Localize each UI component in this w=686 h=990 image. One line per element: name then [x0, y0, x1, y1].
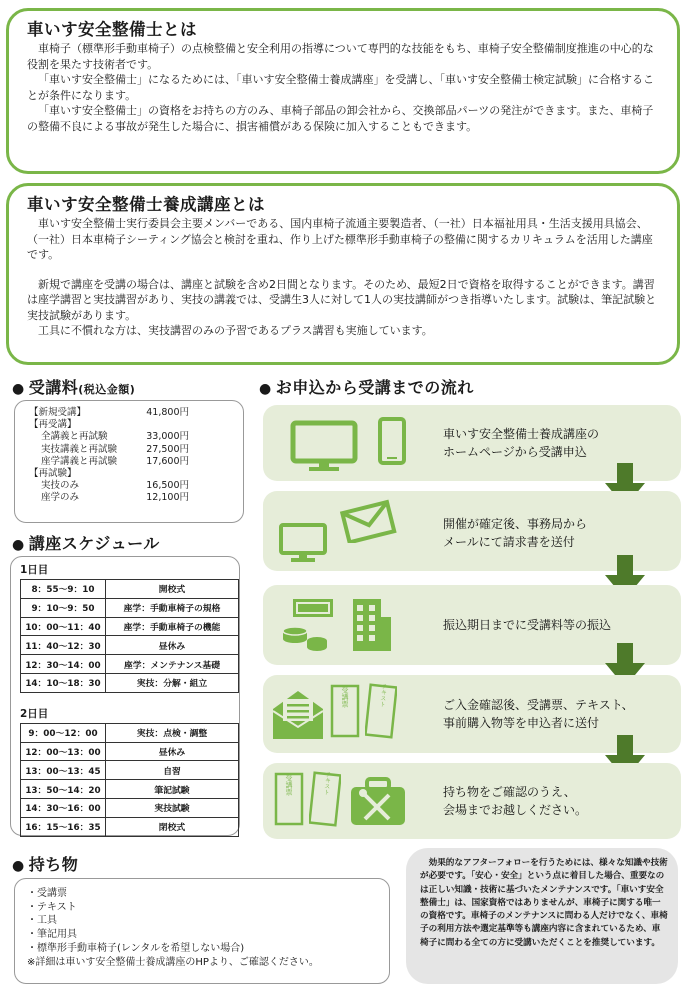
table-row: 9：00～12：00 実技：点検・調整: [21, 723, 239, 742]
day-label: 1日目: [20, 564, 49, 576]
intro-paragraph: 「車いす安全整備士」の資格をお持ちの方のみ、車椅子部品の卸会社から、交換部品パーツの発注ができます。また、車椅子の整備不良による事故が発生した場合に、損害補償がある保険に加入することもできます。: [27, 104, 654, 133]
fee-row: 座学のみ 12,100円: [41, 492, 189, 504]
bring-box: [14, 878, 390, 984]
table-row: 12：30～14：00 座学：メンテナンス基礎: [21, 655, 239, 674]
schedule-table-day1: [20, 579, 239, 693]
course-paragraph: 新規で講座を受講の場合は、講座と試験を含め2日間となります。そのため、最短2日で資格を取得することができます。講習は座学講習と実技講習があり、実技の講義では、受講生3人に対して1人の実技講師がつき指導いたします。試験は、筆記試験と実技試験があります。: [27, 277, 657, 322]
step-text: 車いす安全整備士養成講座の ホームページから受講申込: [443, 427, 600, 459]
list-item: ・標準形手動車椅子(レンタルを希望しない場合): [27, 942, 245, 954]
list-item: ・受講票: [27, 888, 67, 899]
table-row: 13：50～14：20 筆記試験: [21, 780, 239, 799]
step-text: ご入金確認後、受講票、テキスト、 事前購入物等を申込者に送付: [443, 698, 634, 730]
table-row: 12：00～13：00 昼休み: [21, 742, 239, 761]
table-row: 14：30～16：00 実技試験: [21, 798, 239, 817]
course-title: 車いす安全整備士養成講座とは: [27, 195, 265, 214]
step-icons: [277, 417, 427, 477]
intro-paragraph: 「車いす安全整備士」になるためには、「車いす安全整備士養成講座」を受講し、「車いす安全整備士検定試験」に合格することが条件になります。: [27, 73, 654, 102]
fee-row: 実技のみ 16,500円: [41, 480, 189, 492]
table-row: 9：10～9：50 座学：手動車椅子の規格: [21, 598, 239, 617]
list-item: ※詳細は車いす安全整備士養成講座のHPより、ご確認ください。: [27, 956, 319, 968]
ticket-icon: [329, 683, 361, 739]
schedule-heading: ● 講座スケジュール: [12, 534, 160, 553]
fees-heading-note: (税込金額): [78, 383, 136, 396]
bullet-icon: ●: [12, 381, 25, 397]
monitor-icon: [277, 521, 331, 565]
fee-row: 【再試験】: [29, 468, 77, 480]
table-row: 10：00～11：40 座学：手動車椅子の機能: [21, 617, 239, 636]
fees-box: [14, 400, 244, 523]
money-icon: [277, 597, 337, 653]
fee-row: 実技講義と再試験 27,500円: [41, 443, 189, 455]
day-label: 2日目: [20, 707, 49, 720]
svg-text:受講票: 受講票: [341, 686, 349, 708]
svg-text:受講票: 受講票: [285, 774, 293, 796]
bullet-icon: ●: [259, 381, 272, 397]
fee-row: 座学講義と再試験 17,600円: [41, 455, 189, 467]
textbook-icon: [309, 771, 341, 827]
flow-heading: ● お申込から受講までの流れ: [259, 378, 474, 397]
step-text: 持ち物をご確認のうえ、 会場までお越しください。: [443, 785, 588, 817]
fees-heading: ● 受講料(税込金額): [12, 378, 136, 397]
fee-row: 【再受講】: [29, 419, 77, 431]
list-item: ・筆記用具: [27, 929, 77, 941]
flow-step: [263, 763, 681, 839]
textbook-icon: [365, 683, 397, 739]
intro-section: [6, 8, 680, 174]
course-section: [6, 183, 680, 365]
smartphone-icon: [377, 417, 407, 467]
bring-heading: ● 持ち物: [12, 855, 79, 874]
fee-row: 全講義と再試験 33,000円: [41, 431, 189, 443]
table-row: 11：40～12：30 昼休み: [21, 636, 239, 655]
course-paragraph: 工具に不慣れな方は、実技講習のみの予習であるプラス講習も実施しています。: [38, 324, 433, 337]
table-row: 13：00～13：45 自習: [21, 761, 239, 780]
table-row: 16：15～16：35 閉校式: [21, 817, 239, 836]
intro-title: 車いす安全整備士とは: [27, 20, 197, 39]
list-item: ・テキスト: [27, 901, 77, 913]
intro-paragraph: 車椅子（標準形手動車椅子）の点検整備と安全利用の指導について専門的な技能をもち、車椅子安全整備制度推進の中心的な役割を果たす技術者です。: [27, 42, 654, 71]
bullet-icon: ●: [12, 537, 25, 553]
step-text: 振込期日までに受講料等の振込: [443, 618, 612, 632]
schedule-box: [10, 556, 240, 836]
schedule-table-day2: [20, 723, 239, 837]
svg-text:テキスト: テキスト: [377, 683, 388, 708]
envelope-open-icon: [269, 685, 327, 743]
ticket-icon: [273, 771, 305, 827]
step-text: 開催が確定後、事務局から メールにて請求書を送付: [443, 517, 588, 549]
bullet-icon: ●: [12, 858, 25, 874]
toolbox-icon: [349, 777, 407, 827]
fee-row: 【新規受講】 41,800円: [29, 407, 189, 418]
envelope-icon: [337, 499, 401, 543]
building-icon: [347, 597, 393, 655]
list-item: ・工具: [27, 915, 57, 927]
note-box: 効果的なアフターフォローを行うためには、様々な知識や技術が必要です。「安心・安全」という点に着目した場合、重要なのは正しい知識・技術に基づいたメンテナンスです。「車いす安全整備士」は、国家資格ではありませんが、車椅子に関する唯一の資格です。車椅子のメンテナンスに問わる人だけでなく、車椅子の利用方法や選定基準等も講座内容に含まれているため、車椅子に問わる全ての方に受講いただくことを推奨しています。: [406, 848, 678, 984]
course-paragraph: 車いす安全整備士実行委員会主要メンバーである、国内車椅子流通主要製造者、（一社）日本福祉用具・生活支援用具協会、（一社）日本車椅子シーティング協会と検討を重ね、作り上げた標準形手動車椅子の整備に関するカリキュラムを活用した講座です。: [27, 217, 653, 261]
table-row: 14：10～18：30 実技：分解・組立: [21, 673, 239, 692]
table-row: 8：55～9：10 開校式: [21, 580, 239, 599]
svg-text:テキスト: テキスト: [321, 771, 332, 796]
